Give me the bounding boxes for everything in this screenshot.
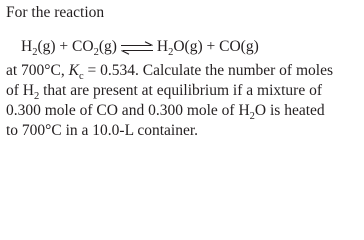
problem-line-2-post: that are present at equilibrium if a mixture of	[39, 82, 323, 99]
product-h2o-rest: O(g)	[173, 38, 203, 55]
problem-line-3-post: O is heated	[254, 102, 325, 119]
reactant-co2-base: CO	[72, 38, 94, 55]
problem-line-2-pre: of H	[6, 82, 34, 99]
problem-line-1-post: = 0.534. Calculate the number of moles	[83, 62, 333, 79]
reactant-co2-subscript: 2	[93, 47, 99, 58]
intro-text: For the reaction	[6, 4, 105, 21]
problem-line-3-subscript: 2	[249, 111, 255, 122]
plus-sign: +	[55, 38, 73, 55]
product-h2o	[157, 37, 203, 57]
reactant-h2-base: H	[21, 38, 33, 55]
plus-sign: +	[202, 38, 220, 55]
problem-line-3	[6, 101, 362, 121]
problem-line-3-pre: 0.300 mole of CO and 0.300 mole of H	[6, 102, 250, 119]
problem-line-1	[6, 61, 362, 81]
problem-line-2	[6, 81, 362, 101]
equilibrium-constant-symbol: K	[68, 62, 79, 79]
product-co: CO(g)	[219, 38, 259, 55]
problem-line-2-subscript: 2	[33, 91, 40, 102]
reactant-co2	[72, 37, 117, 57]
product-h2o-base: H	[156, 38, 169, 55]
reactant-co2-state: (g)	[98, 38, 117, 55]
reactant-h2-subscript: 2	[32, 47, 38, 58]
chemical-equation	[21, 37, 259, 57]
equilibrium-constant-subscript: c	[78, 71, 84, 82]
problem-text	[6, 61, 362, 141]
product-h2o-subscript: 2	[168, 47, 174, 58]
reactant-h2-state: (g)	[37, 38, 56, 55]
problem-line-4: to 700°C in a 10.0-L container.	[6, 122, 199, 139]
equilibrium-arrow-icon	[120, 41, 154, 55]
reactant-h2	[21, 37, 56, 57]
problem-line-1-pre: at 700°C,	[6, 62, 69, 79]
